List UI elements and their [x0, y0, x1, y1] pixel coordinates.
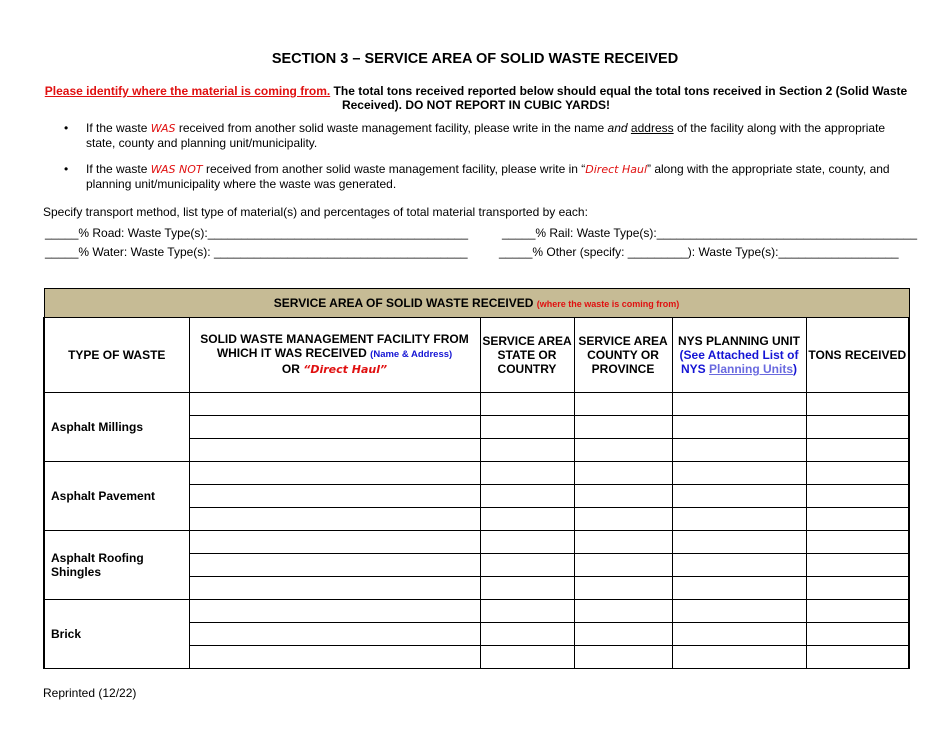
- state-cell[interactable]: [480, 645, 574, 668]
- tons-cell[interactable]: [806, 645, 909, 668]
- intro-red-lead: Please identify where the material is coming from.: [44, 84, 331, 98]
- facility-cell[interactable]: [189, 622, 480, 645]
- bullet-text: of the facility along with the appropriate state, county and planning unit/municipality.: [86, 121, 886, 150]
- facility-cell[interactable]: [189, 438, 480, 461]
- county-cell[interactable]: [574, 461, 672, 484]
- other-field[interactable]: _____% Other (specify: _________): Waste Type(s):__________________: [499, 245, 899, 259]
- facility-header-direct-haul: “Direct Haul”: [303, 363, 388, 377]
- reprint-note: Reprinted (12/22): [43, 686, 137, 700]
- section-title: SECTION 3 – SERVICE AREA OF SOLID WASTE RECEIVED: [271, 51, 679, 67]
- state-cell[interactable]: [480, 576, 574, 599]
- intro-instructions: [43, 84, 909, 112]
- nys-cell[interactable]: [672, 645, 806, 668]
- nys-cell[interactable]: [672, 392, 806, 415]
- tons-cell[interactable]: [806, 599, 909, 622]
- tons-cell[interactable]: [806, 530, 909, 553]
- waste-type-asphalt-pavement: Asphalt Pavement: [44, 461, 189, 530]
- tons-cell[interactable]: [806, 576, 909, 599]
- transport-instructions: Specify transport method, list type of material(s) and percentages of total material transported by each:: [43, 205, 588, 219]
- county-cell[interactable]: [574, 622, 672, 645]
- facility-cell[interactable]: [189, 599, 480, 622]
- road-field[interactable]: _____% Road: Waste Type(s):_______________________________________: [45, 226, 469, 240]
- facility-header-text: SOLID WASTE MANAGEMENT FACILITY FROM WHICH IT WAS RECEIVED: [200, 332, 469, 361]
- nys-cell[interactable]: [672, 599, 806, 622]
- bullet-text: If the waste: [86, 121, 151, 135]
- state-cell[interactable]: [480, 415, 574, 438]
- table-band-header: [44, 289, 909, 318]
- col-header-facility: [189, 318, 480, 392]
- state-cell[interactable]: [480, 553, 574, 576]
- facility-cell[interactable]: [189, 576, 480, 599]
- was-highlight: WAS: [150, 122, 176, 135]
- intro-text-line2: Received). DO NOT REPORT IN CUBIC YARDS!: [341, 98, 611, 112]
- county-cell[interactable]: [574, 438, 672, 461]
- state-cell[interactable]: [480, 599, 574, 622]
- nys-cell[interactable]: [672, 530, 806, 553]
- nys-cell[interactable]: [672, 438, 806, 461]
- facility-cell[interactable]: [189, 392, 480, 415]
- state-cell[interactable]: [480, 438, 574, 461]
- bullet-was-not: [64, 162, 914, 191]
- col-header-county: SERVICE AREA COUNTY OR PROVINCE: [574, 318, 672, 392]
- nys-cell[interactable]: [672, 553, 806, 576]
- nys-cell[interactable]: [672, 461, 806, 484]
- nys-header-close: ): [793, 361, 797, 376]
- nys-header-note: (See Attached List of NYS: [679, 347, 799, 376]
- facility-cell[interactable]: [189, 530, 480, 553]
- tons-cell[interactable]: [806, 553, 909, 576]
- county-cell[interactable]: [574, 576, 672, 599]
- nys-cell[interactable]: [672, 507, 806, 530]
- waste-type-asphalt-millings: Asphalt Millings: [44, 392, 189, 461]
- bullet-text: received from another solid waste management facility, please write in “: [202, 162, 586, 176]
- facility-cell[interactable]: [189, 553, 480, 576]
- tons-cell[interactable]: [806, 461, 909, 484]
- state-cell[interactable]: [480, 461, 574, 484]
- nys-cell[interactable]: [672, 484, 806, 507]
- facility-cell[interactable]: [189, 484, 480, 507]
- bullet-dot: •: [64, 121, 69, 135]
- and-italic: and: [607, 121, 628, 135]
- facility-header-note: (Name & Address): [370, 349, 453, 361]
- state-cell[interactable]: [480, 484, 574, 507]
- waste-type-asphalt-roofing-shingles: Asphalt Roofing Shingles: [44, 530, 189, 599]
- nys-cell[interactable]: [672, 622, 806, 645]
- waste-type-brick: Brick: [44, 599, 189, 668]
- county-cell[interactable]: [574, 484, 672, 507]
- county-cell[interactable]: [574, 507, 672, 530]
- col-header-tons: TONS RECEIVED: [806, 318, 909, 392]
- service-area-table: [43, 288, 910, 669]
- county-cell[interactable]: [574, 553, 672, 576]
- col-header-type: TYPE OF WASTE: [44, 318, 189, 392]
- intro-text-line1: The total tons received reported below should equal the total tons received in Section 2 (Solid Waste: [330, 84, 908, 98]
- col-header-nys: [672, 318, 806, 392]
- state-cell[interactable]: [480, 530, 574, 553]
- planning-units-link[interactable]: Planning Units: [709, 361, 793, 376]
- water-field[interactable]: _____% Water: Waste Type(s): ______________________________________: [45, 245, 468, 259]
- band-note: (where the waste is coming from): [536, 299, 680, 310]
- address-underlined: address: [630, 121, 674, 135]
- county-cell[interactable]: [574, 530, 672, 553]
- bullet-was: [64, 121, 914, 150]
- tons-cell[interactable]: [806, 507, 909, 530]
- bullet-text: received from another solid waste management facility, please write in the name: [175, 121, 608, 135]
- tons-cell[interactable]: [806, 392, 909, 415]
- was-not-highlight: WAS NOT: [150, 163, 203, 176]
- state-cell[interactable]: [480, 622, 574, 645]
- bullet-text: If the waste: [86, 162, 151, 176]
- nys-header-text: NYS PLANNING UNIT: [677, 333, 800, 348]
- bullet-dot: •: [64, 162, 69, 176]
- state-cell[interactable]: [480, 392, 574, 415]
- county-cell[interactable]: [574, 599, 672, 622]
- direct-haul-highlight: Direct Haul: [585, 163, 647, 176]
- tons-cell[interactable]: [806, 415, 909, 438]
- nys-cell[interactable]: [672, 415, 806, 438]
- rail-field[interactable]: _____% Rail: Waste Type(s):_______________________________________: [502, 226, 918, 240]
- facility-cell[interactable]: [189, 461, 480, 484]
- state-cell[interactable]: [480, 507, 574, 530]
- col-header-state: SERVICE AREA STATE OR COUNTRY: [480, 318, 574, 392]
- county-cell[interactable]: [574, 415, 672, 438]
- band-title: SERVICE AREA OF SOLID WASTE RECEIVED: [273, 296, 534, 311]
- tons-cell[interactable]: [806, 622, 909, 645]
- bullet-text: ” along with the appropriate state, county, and planning unit/municipality where the waste was generated.: [86, 162, 890, 191]
- facility-header-or: OR: [281, 362, 304, 377]
- nys-cell[interactable]: [672, 576, 806, 599]
- tons-cell[interactable]: [806, 438, 909, 461]
- tons-cell[interactable]: [806, 484, 909, 507]
- county-cell[interactable]: [574, 645, 672, 668]
- facility-cell[interactable]: [189, 645, 480, 668]
- facility-cell[interactable]: [189, 507, 480, 530]
- facility-cell[interactable]: [189, 415, 480, 438]
- county-cell[interactable]: [574, 392, 672, 415]
